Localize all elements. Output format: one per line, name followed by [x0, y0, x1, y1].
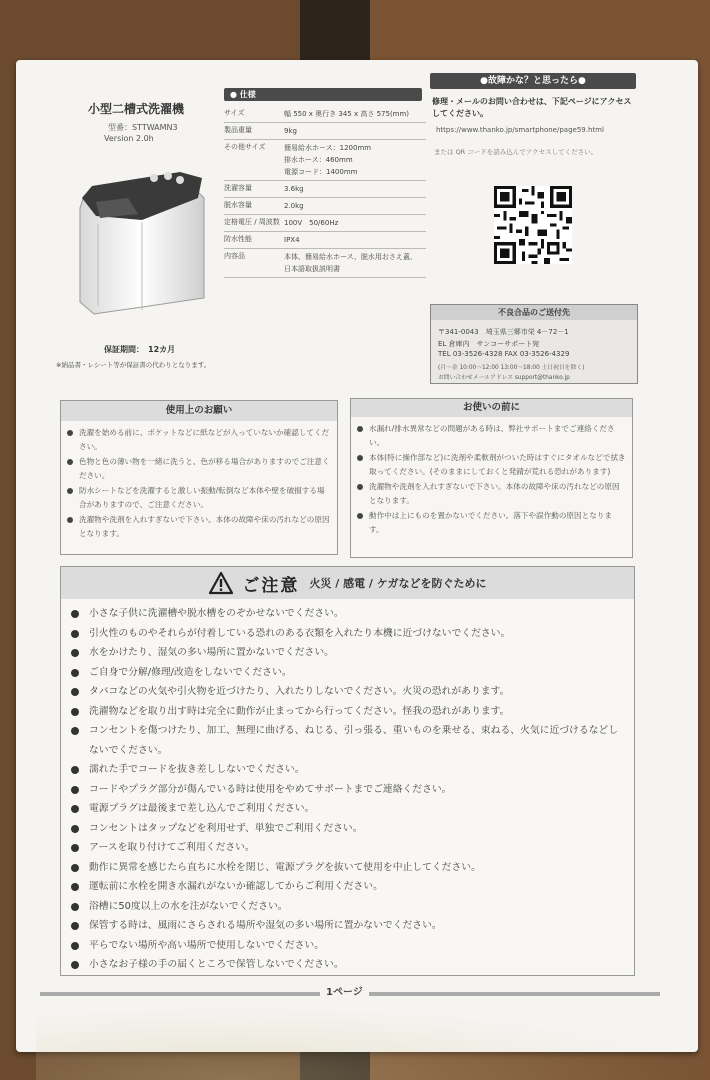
caution-item: 運転前に水栓を開き水漏れがないか確認してからご利用ください。	[69, 877, 626, 897]
usage-item: 洗濯を始める前に、ポケットなどに紙などが入っていないか確認してください。	[67, 426, 331, 453]
shipping-title: 不良合品のご送付先	[431, 305, 637, 320]
spec-heading: ● 仕様	[224, 88, 422, 101]
caution-item: コードやプラグ部分が傷んでいる時は使用をやめてサポートまでご連絡ください。	[69, 780, 626, 800]
spec-label: 製品重量	[224, 126, 252, 134]
caution-item: アースを取り付けてご利用ください。	[69, 838, 626, 858]
caution-item: 浴槽に50度以上の水を注がないでください。	[69, 897, 626, 917]
qr-code-icon	[494, 186, 572, 264]
trouble-heading: ●故障かな？と思ったら●	[430, 73, 636, 89]
spec-label: 定格電圧 / 周波数	[224, 218, 280, 226]
spec-label: その他サイズ	[224, 143, 266, 151]
caution-item: 洗濯物などを取り出す時は完全に動作が止まってから行ってください。怪我の恐れがあります。	[69, 702, 626, 722]
spec-row	[224, 198, 426, 215]
washing-machine-image	[72, 158, 212, 316]
spec-row	[224, 181, 426, 198]
warning-icon	[208, 571, 234, 595]
product-title: 小型二槽式洗濯機	[88, 102, 185, 116]
spec-value: 2.0kg	[284, 202, 304, 210]
before-use-item: 動作中は上にものを置かないでください。落下や誤作動の原因となります。	[357, 509, 626, 536]
shipping-company: EL 倉庫内 サンコーサポート宛	[438, 340, 540, 348]
spec-label: 脱水容量	[224, 201, 252, 209]
caution-item: 小さな子供に洗濯槽や脱水槽をのぞかせないでください。	[69, 604, 626, 624]
before-use-item: 水漏れ/排水異常などの問題がある時は、弊社サポートまでご連絡ください。	[357, 422, 626, 449]
spec-value: 幅 550 x 奥行き 345 x 高さ 575(mm)	[284, 110, 410, 118]
spec-label: 防水性能	[224, 235, 252, 243]
qr-note: または QR コードを読み込んでアクセスしてください。	[434, 148, 598, 156]
caution-item: 動作に異常を感じたら直ちに水栓を閉じ、電源プラグを抜いて使用を中止してください。	[69, 858, 626, 878]
page-number: 1ページ	[320, 983, 369, 998]
caution-item: 水をかけたり、湿気の多い場所に置かないでください。	[69, 643, 626, 663]
spec-label: 洗濯容量	[224, 184, 252, 192]
spec-table	[224, 106, 426, 278]
usage-title: 使用上のお願い	[61, 401, 337, 421]
spec-value: IPX4	[284, 236, 300, 244]
spec-row	[224, 140, 426, 181]
spec-heading-text: 仕様	[239, 90, 256, 99]
caution-item: 平らでない場所や高い場所で使用しないでください。	[69, 936, 626, 956]
spec-row	[224, 232, 426, 249]
spec-row	[224, 249, 426, 278]
before-use-list	[351, 417, 632, 536]
before-use-item: 洗濯物や洗剤を入れすぎないで下さい。本体の故障や床の汚れなどの原因となります。	[357, 480, 626, 507]
spec-row	[224, 106, 426, 123]
caution-item: 電源プラグは最後まで差し込んでご利用ください。	[69, 799, 626, 819]
trouble-text: 修理・メールのお問い合わせは、下記ページにアクセスしてください。	[432, 97, 632, 118]
caution-header	[61, 567, 634, 599]
shipping-email: お問い合わせメールアドレス support@thanko.jp	[438, 375, 570, 381]
paper-stain	[36, 1005, 706, 1080]
spec-value: 100V 50/60Hz	[284, 219, 339, 227]
spec-row	[224, 123, 426, 140]
before-use-title: お使いの前に	[351, 399, 632, 417]
warranty-period: 保証期間： 12カ月	[104, 345, 176, 354]
spec-label: サイズ	[224, 109, 245, 117]
caution-item: コンセントはタップなどを利用せず、単独でご利用ください。	[69, 819, 626, 839]
spec-row	[224, 215, 426, 232]
shipping-hours: (月～金 10:00～12:00 13:00～18:00 土日祝日を除く)	[438, 365, 585, 371]
usage-item: 防水シートなどを洗濯すると激しい振動/転倒など本体や壁を破損する場合がありますので、ご注意ください。	[67, 484, 331, 511]
caution-item: 濡れた手でコードを抜き差ししないでください。	[69, 760, 626, 780]
caution-item: 引火性のものやそれらが付着している恐れのある衣類を入れたり本機に近づけないでください。	[69, 624, 626, 644]
usage-list	[61, 421, 337, 540]
spec-label: 内容品	[224, 252, 245, 260]
product-version: Version 2.0h	[104, 134, 154, 143]
support-url: https://www.thanko.jp/smartphone/page59.html	[436, 126, 604, 134]
before-use-item: 本体(特に操作部など)に洗剤や柔軟剤がついた時はすぐにタオルなどで拭き取ってください。(そのままにしておくと発錆が荒れる恐れがあります)	[357, 451, 626, 478]
shipping-tel: TEL 03-3526-4328 FAX 03-3526-4329	[438, 350, 570, 358]
before-use-box	[350, 398, 633, 558]
caution-title: ご注意	[242, 575, 300, 596]
shipping-address: 〒341-0043 埼玉県三郷市栄 4－72－1	[438, 328, 569, 336]
usage-item: 色物と色の薄い物を一緒に洗うと、色が移る場合がありますのでご注意ください。	[67, 455, 331, 482]
product-model: 型番：STTWAMN3	[108, 123, 178, 132]
caution-box	[60, 566, 635, 976]
caution-item: 保管する時は、風雨にさらされる場所や湿気の多い場所に置かないでください。	[69, 916, 626, 936]
spec-value: 3.6kg	[284, 185, 304, 193]
shipping-address-box	[430, 304, 638, 384]
spec-value: 簡易給水ホース：1200mm 排水ホース：460mm 電源コード：1400mm	[284, 144, 372, 176]
spec-value: 本体、簡易給水ホース、脱水用おさえ蓋、 日本語取扱説明書	[284, 253, 417, 273]
caution-list	[61, 599, 634, 975]
caution-item: ご自身で分解/修理/改造をしないでください。	[69, 663, 626, 683]
caution-item: タバコなどの火気や引火物を近づけたり、入れたりしないでください。火災の恐れがあります。	[69, 682, 626, 702]
usage-item: 洗濯物や洗剤を入れすぎないで下さい。本体の故障や床の汚れなどの原因となります。	[67, 513, 331, 540]
spec-value: 9kg	[284, 127, 297, 135]
usage-box	[60, 400, 338, 555]
caution-item: 小さなお子様の手の届くところで保管しないでください。	[69, 955, 626, 975]
warranty-note: ※納品書・レシート等が保証書の代わりとなります。	[56, 361, 211, 369]
caution-subtitle: 火災 / 感電 / ケガなどを防ぐために	[309, 577, 487, 590]
caution-item: コンセントを傷つけたり、加工、無理に曲げる、ねじる、引っ張る、重いものを乗せる、束ねる、火気に近づけるなどしないでください。	[69, 721, 626, 760]
